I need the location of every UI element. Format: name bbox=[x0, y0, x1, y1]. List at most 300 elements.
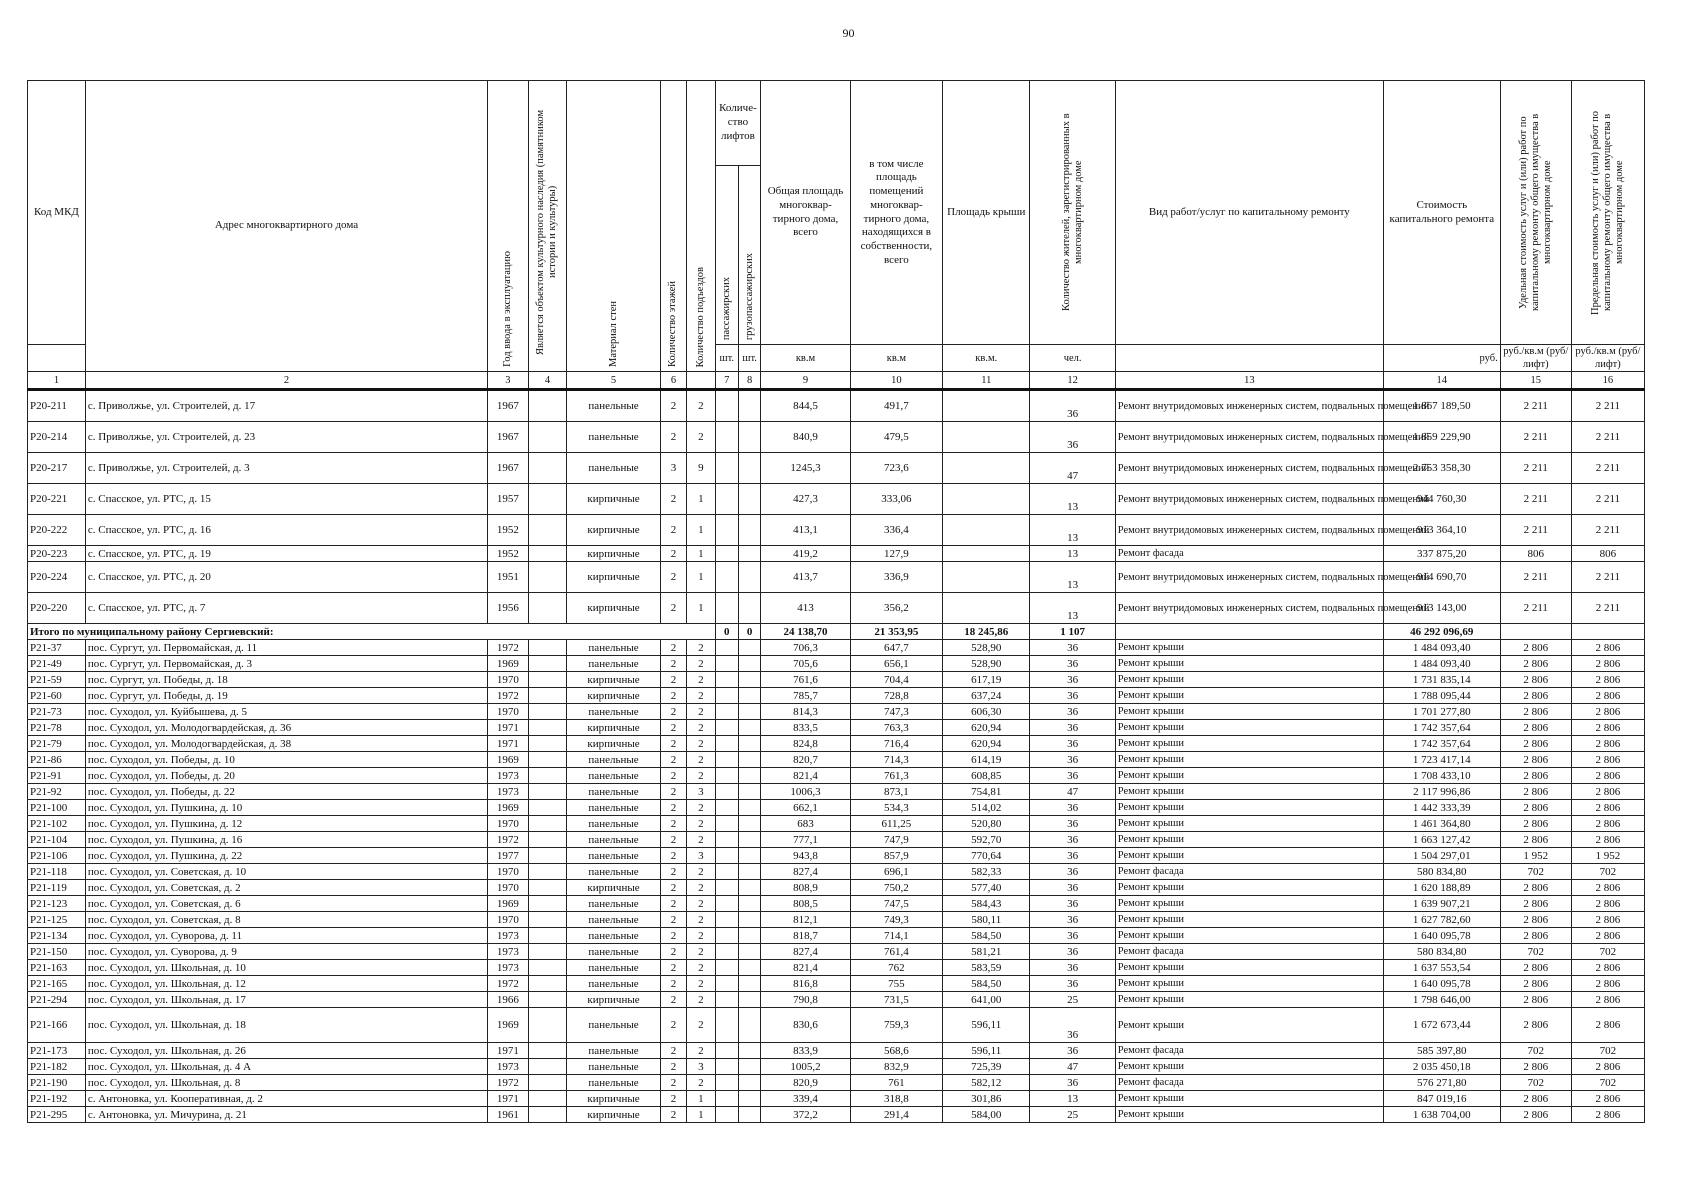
cell-cost: 913 364,10 bbox=[1383, 515, 1500, 546]
cell-owned-area: 761,4 bbox=[850, 944, 942, 960]
cell-year: 1970 bbox=[488, 880, 529, 896]
cell-cost: 580 834,80 bbox=[1383, 944, 1500, 960]
cell-residents: 36 bbox=[1030, 422, 1115, 453]
cell-unit-cost: 2 806 bbox=[1500, 672, 1571, 688]
cell-lifts-passenger bbox=[738, 880, 760, 896]
cell-residents: 36 bbox=[1030, 752, 1115, 768]
cell-work-type: Ремонт крыши bbox=[1115, 880, 1383, 896]
cell-cost: 1 788 095,44 bbox=[1383, 688, 1500, 704]
cell-total-area: 339,4 bbox=[761, 1091, 850, 1107]
cell-year: 1967 bbox=[488, 453, 529, 484]
column-number: 8 bbox=[738, 372, 760, 390]
total-max-cost bbox=[1571, 624, 1644, 640]
cell-lifts-spacer bbox=[715, 562, 738, 593]
cell-lifts-spacer bbox=[715, 736, 738, 752]
cell-lifts-passenger bbox=[738, 484, 760, 515]
cell-year: 1972 bbox=[488, 688, 529, 704]
cell-owned-area: 704,4 bbox=[850, 672, 942, 688]
cell-entrances: 2 bbox=[687, 992, 715, 1008]
cell-year: 1970 bbox=[488, 816, 529, 832]
header-year: Год ввода в эксплуатацию bbox=[488, 81, 529, 372]
total-roof-area: 18 245,86 bbox=[943, 624, 1030, 640]
table-row bbox=[28, 816, 1645, 832]
cell-cost: 1 484 093,40 bbox=[1383, 640, 1500, 656]
cell-work-type: Ремонт фасада bbox=[1115, 1075, 1383, 1091]
cell-roof-area: 606,30 bbox=[943, 704, 1030, 720]
cell-lifts-passenger bbox=[738, 1008, 760, 1043]
cell-heritage bbox=[528, 912, 567, 928]
cell-walls: кирпичные bbox=[567, 593, 660, 624]
cell-address: пос. Суходол, ул. Пушкина, д. 16 bbox=[85, 832, 487, 848]
cell-residents: 36 bbox=[1030, 944, 1115, 960]
cell-owned-area: 747,9 bbox=[850, 832, 942, 848]
cell-residents: 47 bbox=[1030, 453, 1115, 484]
header-max-cost: Предельная стоимость услуг и (или) работ по капитальному ремонту общего имущества в многоквартирном доме bbox=[1571, 81, 1644, 345]
table-row bbox=[28, 484, 1645, 515]
cell-address: пос. Суходол, ул. Победы, д. 10 bbox=[85, 752, 487, 768]
cell-total-area: 1006,3 bbox=[761, 784, 850, 800]
cell-max-cost: 2 806 bbox=[1571, 656, 1644, 672]
cell-roof-area: 577,40 bbox=[943, 880, 1030, 896]
cell-lifts-passenger bbox=[738, 928, 760, 944]
cell-year: 1973 bbox=[488, 784, 529, 800]
cell-owned-area: 832,9 bbox=[850, 1059, 942, 1075]
cell-cost: 1 798 646,00 bbox=[1383, 992, 1500, 1008]
cell-lifts-spacer bbox=[715, 992, 738, 1008]
cell-work-type: Ремонт внутридомовых инженерных систем, подвальных помещений bbox=[1115, 515, 1383, 546]
cell-code: P21-60 bbox=[28, 688, 86, 704]
cell-lifts-spacer bbox=[715, 688, 738, 704]
cell-heritage bbox=[528, 992, 567, 1008]
cell-heritage bbox=[528, 640, 567, 656]
table-row bbox=[28, 752, 1645, 768]
cell-cost: 1 627 782,60 bbox=[1383, 912, 1500, 928]
total-area: 24 138,70 bbox=[761, 624, 850, 640]
cell-work-type: Ремонт фасада bbox=[1115, 864, 1383, 880]
cell-lifts-spacer bbox=[715, 864, 738, 880]
cell-roof-area: 754,81 bbox=[943, 784, 1030, 800]
cell-entrances: 2 bbox=[687, 800, 715, 816]
cell-walls: кирпичные bbox=[567, 992, 660, 1008]
cell-heritage bbox=[528, 960, 567, 976]
cell-code: P21-163 bbox=[28, 960, 86, 976]
header-unit-cost: Удельная стоимость услуг и (или) работ по капитальному ремонту общего имущества в многоквартирном доме bbox=[1500, 81, 1571, 345]
cell-lifts-spacer bbox=[715, 880, 738, 896]
cell-lifts-passenger bbox=[738, 752, 760, 768]
cell-floors: 2 bbox=[660, 800, 686, 816]
cell-roof-area bbox=[943, 515, 1030, 546]
cell-max-cost: 2 211 bbox=[1571, 593, 1644, 624]
cell-cost: 944 760,30 bbox=[1383, 484, 1500, 515]
cell-residents: 36 bbox=[1030, 1075, 1115, 1091]
cell-floors: 2 bbox=[660, 1091, 686, 1107]
table-row bbox=[28, 720, 1645, 736]
cell-unit-cost: 2 211 bbox=[1500, 562, 1571, 593]
cell-lifts-passenger bbox=[738, 992, 760, 1008]
cell-lifts-passenger bbox=[738, 1043, 760, 1059]
table-row bbox=[28, 976, 1645, 992]
cell-floors: 2 bbox=[660, 640, 686, 656]
cell-year: 1970 bbox=[488, 704, 529, 720]
cell-lifts-spacer bbox=[715, 546, 738, 562]
cell-work-type: Ремонт крыши bbox=[1115, 704, 1383, 720]
cell-floors: 2 bbox=[660, 484, 686, 515]
cell-code: P20-223 bbox=[28, 546, 86, 562]
cell-owned-area: 127,9 bbox=[850, 546, 942, 562]
cell-residents: 36 bbox=[1030, 640, 1115, 656]
cell-entrances: 1 bbox=[687, 1091, 715, 1107]
cell-residents: 36 bbox=[1030, 816, 1115, 832]
unit-code bbox=[28, 345, 86, 372]
cell-cost: 1 708 433,10 bbox=[1383, 768, 1500, 784]
cell-max-cost: 2 806 bbox=[1571, 832, 1644, 848]
table-row bbox=[28, 928, 1645, 944]
header-entrances: Количество подъездов bbox=[687, 81, 715, 372]
cell-entrances: 2 bbox=[687, 720, 715, 736]
cell-residents: 47 bbox=[1030, 784, 1115, 800]
cell-lifts-passenger bbox=[738, 593, 760, 624]
cell-owned-area: 356,2 bbox=[850, 593, 942, 624]
cell-lifts-spacer bbox=[715, 912, 738, 928]
cell-max-cost: 806 bbox=[1571, 546, 1644, 562]
cell-address: пос. Сургут, ул. Первомайская, д. 3 bbox=[85, 656, 487, 672]
cell-cost: 337 875,20 bbox=[1383, 546, 1500, 562]
cell-code: P21-92 bbox=[28, 784, 86, 800]
cell-total-area: 413,1 bbox=[761, 515, 850, 546]
cell-address: с. Антоновка, ул. Мичурина, д. 21 bbox=[85, 1107, 487, 1123]
table-row bbox=[28, 800, 1645, 816]
table-row bbox=[28, 562, 1645, 593]
cell-total-area: 844,5 bbox=[761, 390, 850, 422]
cell-total-area: 820,9 bbox=[761, 1075, 850, 1091]
cell-lifts-passenger bbox=[738, 944, 760, 960]
header-lifts: Количе-ство лифтов bbox=[715, 81, 761, 166]
cell-floors: 2 bbox=[660, 960, 686, 976]
cell-owned-area: 318,8 bbox=[850, 1091, 942, 1107]
cell-heritage bbox=[528, 515, 567, 546]
cell-max-cost: 2 806 bbox=[1571, 816, 1644, 832]
cell-residents: 25 bbox=[1030, 1107, 1115, 1123]
cell-floors: 2 bbox=[660, 688, 686, 704]
cell-max-cost: 2 806 bbox=[1571, 928, 1644, 944]
cell-total-area: 413 bbox=[761, 593, 850, 624]
cell-year: 1969 bbox=[488, 896, 529, 912]
cell-owned-area: 759,3 bbox=[850, 1008, 942, 1043]
cell-entrances: 1 bbox=[687, 1107, 715, 1123]
cell-owned-area: 749,3 bbox=[850, 912, 942, 928]
cell-walls: кирпичные bbox=[567, 880, 660, 896]
cell-roof-area bbox=[943, 390, 1030, 422]
cell-cost: 1 663 127,42 bbox=[1383, 832, 1500, 848]
header-work-type: Вид работ/услуг по капитальному ремонту bbox=[1115, 81, 1383, 345]
cell-floors: 2 bbox=[660, 848, 686, 864]
cell-residents: 36 bbox=[1030, 390, 1115, 422]
cell-total-area: 943,8 bbox=[761, 848, 850, 864]
cell-max-cost: 702 bbox=[1571, 1043, 1644, 1059]
cell-lifts-spacer bbox=[715, 800, 738, 816]
cell-walls: панельные bbox=[567, 768, 660, 784]
header-heritage: Является объектом культурного наследия (памятником истории и культуры) bbox=[528, 81, 567, 372]
cell-entrances: 2 bbox=[687, 688, 715, 704]
cell-cost: 1 638 704,00 bbox=[1383, 1107, 1500, 1123]
cell-walls: кирпичные bbox=[567, 1091, 660, 1107]
cell-total-area: 821,4 bbox=[761, 768, 850, 784]
cell-code: P20-211 bbox=[28, 390, 86, 422]
cell-cost: 1 867 189,50 bbox=[1383, 390, 1500, 422]
header-residents: Количество жителей, зарегистрированных в многоквартирном доме bbox=[1030, 81, 1115, 345]
cell-residents: 36 bbox=[1030, 848, 1115, 864]
cell-cost: 2 117 996,86 bbox=[1383, 784, 1500, 800]
cell-owned-area: 696,1 bbox=[850, 864, 942, 880]
cell-residents: 36 bbox=[1030, 896, 1115, 912]
cell-roof-area: 770,64 bbox=[943, 848, 1030, 864]
cell-lifts-passenger bbox=[738, 848, 760, 864]
cell-roof-area bbox=[943, 453, 1030, 484]
cell-heritage bbox=[528, 1091, 567, 1107]
cell-year: 1952 bbox=[488, 515, 529, 546]
table-row bbox=[28, 422, 1645, 453]
cell-floors: 2 bbox=[660, 944, 686, 960]
cell-entrances: 1 bbox=[687, 562, 715, 593]
cell-work-type: Ремонт внутридомовых инженерных систем, подвальных помещений bbox=[1115, 453, 1383, 484]
cell-lifts-spacer bbox=[715, 768, 738, 784]
cell-roof-area: 620,94 bbox=[943, 736, 1030, 752]
column-number: 9 bbox=[761, 372, 850, 390]
cell-entrances: 9 bbox=[687, 453, 715, 484]
cell-lifts-passenger bbox=[738, 816, 760, 832]
cell-address: пос. Суходол, ул. Школьная, д. 12 bbox=[85, 976, 487, 992]
unit-cost: руб. bbox=[1383, 345, 1500, 372]
cell-work-type: Ремонт крыши bbox=[1115, 656, 1383, 672]
cell-cost: 914 690,70 bbox=[1383, 562, 1500, 593]
cell-cost: 1 723 417,14 bbox=[1383, 752, 1500, 768]
cell-lifts-spacer bbox=[715, 896, 738, 912]
cell-work-type: Ремонт крыши bbox=[1115, 960, 1383, 976]
cell-residents: 36 bbox=[1030, 912, 1115, 928]
cell-walls: панельные bbox=[567, 896, 660, 912]
cell-entrances: 3 bbox=[687, 848, 715, 864]
cell-roof-area: 584,00 bbox=[943, 1107, 1030, 1123]
table-row bbox=[28, 515, 1645, 546]
cell-max-cost: 2 211 bbox=[1571, 484, 1644, 515]
cell-total-area: 827,4 bbox=[761, 864, 850, 880]
cell-address: пос. Сургут, ул. Победы, д. 19 bbox=[85, 688, 487, 704]
cell-entrances: 2 bbox=[687, 928, 715, 944]
cell-code: P21-165 bbox=[28, 976, 86, 992]
table-row bbox=[28, 688, 1645, 704]
cell-total-area: 706,3 bbox=[761, 640, 850, 656]
table-row bbox=[28, 593, 1645, 624]
column-number: 2 bbox=[85, 372, 487, 390]
cell-roof-area bbox=[943, 562, 1030, 593]
cell-work-type: Ремонт крыши bbox=[1115, 848, 1383, 864]
cell-year: 1967 bbox=[488, 422, 529, 453]
table-row bbox=[28, 1043, 1645, 1059]
table-row bbox=[28, 880, 1645, 896]
cell-heritage bbox=[528, 656, 567, 672]
cell-unit-cost: 2 211 bbox=[1500, 422, 1571, 453]
cell-year: 1970 bbox=[488, 672, 529, 688]
cell-work-type: Ремонт внутридомовых инженерных систем, подвальных помещений bbox=[1115, 593, 1383, 624]
cell-code: P21-91 bbox=[28, 768, 86, 784]
cell-unit-cost: 2 806 bbox=[1500, 656, 1571, 672]
column-number: 5 bbox=[567, 372, 660, 390]
cell-floors: 2 bbox=[660, 896, 686, 912]
cell-work-type: Ремонт внутридомовых инженерных систем, подвальных помещений bbox=[1115, 422, 1383, 453]
cell-unit-cost: 2 211 bbox=[1500, 453, 1571, 484]
cell-year: 1977 bbox=[488, 848, 529, 864]
cell-roof-area: 520,80 bbox=[943, 816, 1030, 832]
cell-walls: кирпичные bbox=[567, 688, 660, 704]
cell-heritage bbox=[528, 1043, 567, 1059]
cell-unit-cost: 2 806 bbox=[1500, 688, 1571, 704]
cell-year: 1969 bbox=[488, 752, 529, 768]
cell-unit-cost: 2 806 bbox=[1500, 1059, 1571, 1075]
cell-roof-area: 301,86 bbox=[943, 1091, 1030, 1107]
cell-heritage bbox=[528, 720, 567, 736]
cell-code: P20-217 bbox=[28, 453, 86, 484]
cell-owned-area: 291,4 bbox=[850, 1107, 942, 1123]
cell-cost: 576 271,80 bbox=[1383, 1075, 1500, 1091]
cell-total-area: 761,6 bbox=[761, 672, 850, 688]
cell-address: пос. Суходол, ул. Советская, д. 8 bbox=[85, 912, 487, 928]
cell-address: пос. Суходол, ул. Советская, д. 10 bbox=[85, 864, 487, 880]
cell-code: P21-173 bbox=[28, 1043, 86, 1059]
cell-unit-cost: 2 211 bbox=[1500, 484, 1571, 515]
column-number: 11 bbox=[943, 372, 1030, 390]
cell-total-area: 833,9 bbox=[761, 1043, 850, 1059]
cell-year: 1956 bbox=[488, 593, 529, 624]
cell-lifts-spacer bbox=[715, 784, 738, 800]
cell-lifts-spacer bbox=[715, 752, 738, 768]
cell-floors: 2 bbox=[660, 672, 686, 688]
cell-walls: панельные bbox=[567, 453, 660, 484]
table-header bbox=[28, 81, 1645, 390]
cell-total-area: 419,2 bbox=[761, 546, 850, 562]
cell-lifts-passenger bbox=[738, 656, 760, 672]
cell-heritage bbox=[528, 1107, 567, 1123]
unit-owned-area: кв.м bbox=[850, 345, 942, 372]
cell-heritage bbox=[528, 928, 567, 944]
cell-cost: 2 035 450,18 bbox=[1383, 1059, 1500, 1075]
cell-roof-area: 584,50 bbox=[943, 976, 1030, 992]
cell-code: P21-118 bbox=[28, 864, 86, 880]
cell-entrances: 2 bbox=[687, 390, 715, 422]
cell-walls: кирпичные bbox=[567, 515, 660, 546]
cell-heritage bbox=[528, 484, 567, 515]
cell-cost: 1 640 095,78 bbox=[1383, 976, 1500, 992]
cell-lifts-spacer bbox=[715, 1043, 738, 1059]
cell-entrances: 2 bbox=[687, 896, 715, 912]
cell-lifts-passenger bbox=[738, 864, 760, 880]
cell-floors: 3 bbox=[660, 453, 686, 484]
table-row bbox=[28, 640, 1645, 656]
cell-heritage bbox=[528, 880, 567, 896]
capital-repair-table bbox=[27, 80, 1645, 1123]
page-number: 90 bbox=[842, 26, 855, 40]
cell-max-cost: 2 806 bbox=[1571, 736, 1644, 752]
cell-residents: 25 bbox=[1030, 992, 1115, 1008]
cell-walls: панельные bbox=[567, 912, 660, 928]
cell-heritage bbox=[528, 976, 567, 992]
cell-floors: 2 bbox=[660, 546, 686, 562]
cell-owned-area: 336,4 bbox=[850, 515, 942, 546]
cell-address: пос. Суходол, ул. Советская, д. 6 bbox=[85, 896, 487, 912]
cell-work-type: Ремонт крыши bbox=[1115, 672, 1383, 688]
cell-lifts-passenger bbox=[738, 390, 760, 422]
cell-owned-area: 714,3 bbox=[850, 752, 942, 768]
cell-lifts-passenger bbox=[738, 1075, 760, 1091]
cell-entrances: 1 bbox=[687, 484, 715, 515]
cell-year: 1973 bbox=[488, 944, 529, 960]
column-number: 13 bbox=[1115, 372, 1383, 390]
cell-code: P21-190 bbox=[28, 1075, 86, 1091]
cell-roof-area: 528,90 bbox=[943, 656, 1030, 672]
cell-total-area: 1245,3 bbox=[761, 453, 850, 484]
total-lifts-passenger: 0 bbox=[715, 624, 738, 640]
table-row bbox=[28, 704, 1645, 720]
total-unit-cost bbox=[1500, 624, 1571, 640]
cell-roof-area bbox=[943, 593, 1030, 624]
cell-floors: 2 bbox=[660, 992, 686, 1008]
cell-lifts-passenger bbox=[738, 736, 760, 752]
cell-heritage bbox=[528, 453, 567, 484]
table-row bbox=[28, 1091, 1645, 1107]
cell-max-cost: 2 806 bbox=[1571, 784, 1644, 800]
cell-unit-cost: 2 806 bbox=[1500, 720, 1571, 736]
cell-max-cost: 2 211 bbox=[1571, 390, 1644, 422]
table-row bbox=[28, 960, 1645, 976]
cell-owned-area: 750,2 bbox=[850, 880, 942, 896]
cell-work-type: Ремонт внутридомовых инженерных систем, подвальных помещений bbox=[1115, 562, 1383, 593]
cell-lifts-spacer bbox=[715, 928, 738, 944]
cell-owned-area: 763,3 bbox=[850, 720, 942, 736]
cell-address: пос. Суходол, ул. Школьная, д. 8 bbox=[85, 1075, 487, 1091]
cell-owned-area: 479,5 bbox=[850, 422, 942, 453]
cell-residents: 36 bbox=[1030, 1008, 1115, 1043]
cell-roof-area: 596,11 bbox=[943, 1008, 1030, 1043]
cell-cost: 1 639 907,21 bbox=[1383, 896, 1500, 912]
cell-owned-area: 568,6 bbox=[850, 1043, 942, 1059]
cell-work-type: Ремонт крыши bbox=[1115, 992, 1383, 1008]
cell-floors: 2 bbox=[660, 864, 686, 880]
cell-owned-area: 656,1 bbox=[850, 656, 942, 672]
cell-cost: 1 640 095,78 bbox=[1383, 928, 1500, 944]
cell-lifts-spacer bbox=[715, 848, 738, 864]
table-row bbox=[28, 453, 1645, 484]
cell-work-type: Ремонт внутридомовых инженерных систем, подвальных помещений bbox=[1115, 390, 1383, 422]
cell-cost: 1 742 357,64 bbox=[1383, 736, 1500, 752]
cell-heritage bbox=[528, 688, 567, 704]
cell-year: 1957 bbox=[488, 484, 529, 515]
cell-address: пос. Суходол, ул. Победы, д. 20 bbox=[85, 768, 487, 784]
cell-residents: 36 bbox=[1030, 1043, 1115, 1059]
cell-address: с. Спасское, ул. РТС, д. 19 bbox=[85, 546, 487, 562]
cell-entrances: 2 bbox=[687, 832, 715, 848]
cell-walls: панельные bbox=[567, 800, 660, 816]
cell-max-cost: 2 211 bbox=[1571, 453, 1644, 484]
cell-lifts-spacer bbox=[715, 944, 738, 960]
cell-heritage bbox=[528, 800, 567, 816]
cell-unit-cost: 2 806 bbox=[1500, 800, 1571, 816]
cell-lifts-spacer bbox=[715, 1091, 738, 1107]
cell-floors: 2 bbox=[660, 720, 686, 736]
cell-heritage bbox=[528, 390, 567, 422]
cell-walls: панельные bbox=[567, 704, 660, 720]
table-row bbox=[28, 896, 1645, 912]
cell-roof-area: 584,50 bbox=[943, 928, 1030, 944]
cell-residents: 36 bbox=[1030, 720, 1115, 736]
